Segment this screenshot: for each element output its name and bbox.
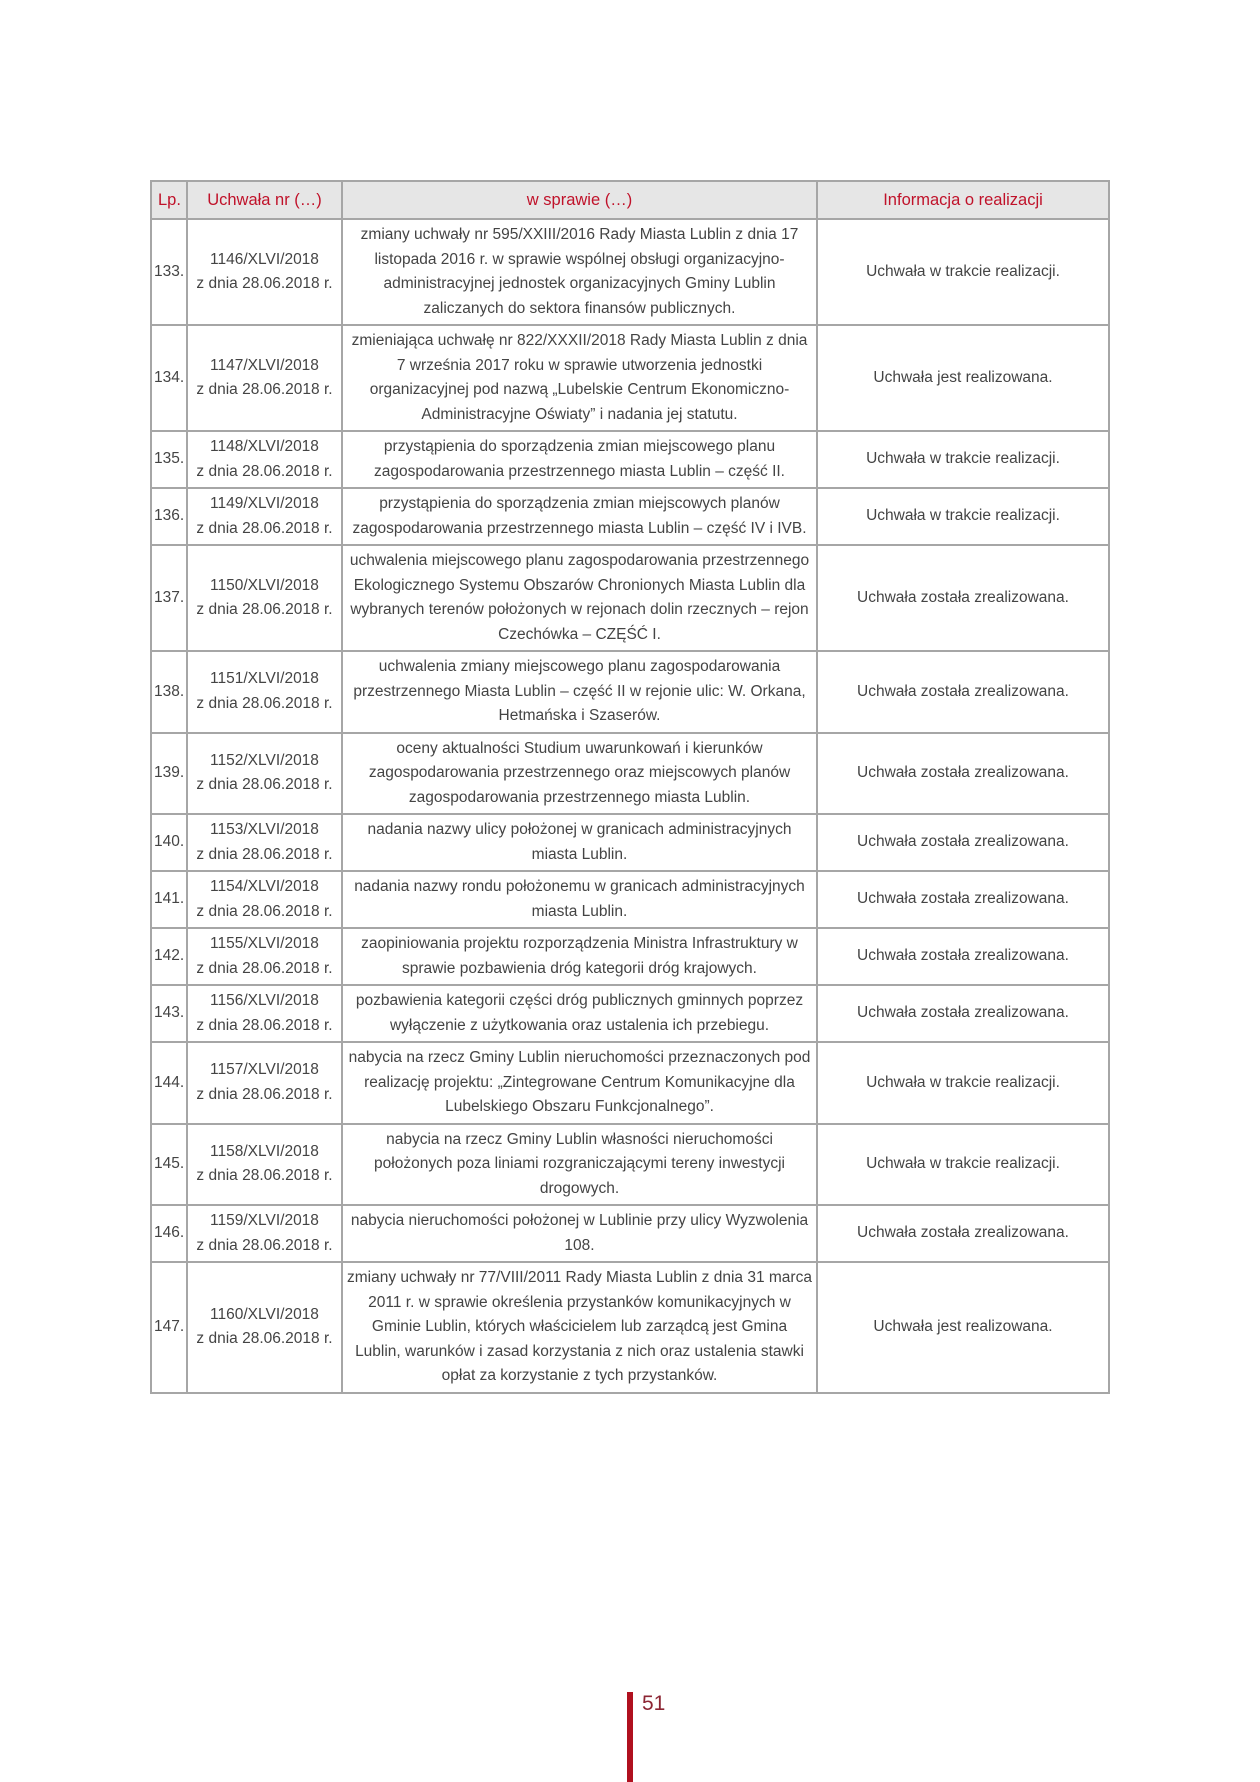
table-row xyxy=(151,1124,1109,1206)
resolution-date: z dnia 28.06.2018 r. xyxy=(196,519,333,537)
row-subject: przystąpienia do sporządzenia zmian miejscowych planów zagospodarowania przestrzennego miasta Lublin – część IV i IVB. xyxy=(342,488,817,545)
row-lp: 145. xyxy=(151,1124,187,1206)
row-implementation-status: Uchwała w trakcie realizacji. xyxy=(817,431,1109,488)
row-implementation-status: Uchwała została zrealizowana. xyxy=(817,1205,1109,1262)
resolution-id: 1151/XLVI/2018 xyxy=(210,670,319,688)
table-row xyxy=(151,985,1109,1042)
row-implementation-status: Uchwała została zrealizowana. xyxy=(817,871,1109,928)
resolution-id: 1160/XLVI/2018 xyxy=(210,1305,319,1323)
row-lp: 141. xyxy=(151,871,187,928)
row-lp: 137. xyxy=(151,545,187,651)
row-subject: nadania nazwy rondu położonemu w granicach administracyjnych miasta Lublin. xyxy=(342,871,817,928)
row-lp: 140. xyxy=(151,814,187,871)
page-number: 51 xyxy=(642,1692,666,1715)
resolution-date: z dnia 28.06.2018 r. xyxy=(196,959,333,977)
row-implementation-status: Uchwała w trakcie realizacji. xyxy=(817,488,1109,545)
row-resolution-number xyxy=(187,928,342,985)
row-implementation-status: Uchwała została zrealizowana. xyxy=(817,985,1109,1042)
row-resolution-number xyxy=(187,1124,342,1206)
resolution-date: z dnia 28.06.2018 r. xyxy=(196,1330,333,1348)
row-subject: nabycia nieruchomości położonej w Lublinie przy ulicy Wyzwolenia 108. xyxy=(342,1205,817,1262)
row-subject: uchwalenia zmiany miejscowego planu zagospodarowania przestrzennego Miasta Lublin – część II w rejonie ulic: W. Orkana, Hetmańska i Szaserów. xyxy=(342,651,817,733)
table-row xyxy=(151,871,1109,928)
table-body xyxy=(151,219,1109,1393)
row-lp: 135. xyxy=(151,431,187,488)
table-row xyxy=(151,928,1109,985)
table-row xyxy=(151,1262,1109,1393)
resolution-date: z dnia 28.06.2018 r. xyxy=(196,381,333,398)
row-lp: 147. xyxy=(151,1262,187,1393)
row-lp: 146. xyxy=(151,1205,187,1262)
row-implementation-status: Uchwała w trakcie realizacji. xyxy=(817,1042,1109,1124)
resolution-id: 1147/XLVI/2018 xyxy=(210,356,319,374)
row-implementation-status: Uchwała została zrealizowana. xyxy=(817,651,1109,733)
resolution-date: z dnia 28.06.2018 r. xyxy=(196,462,333,480)
row-resolution-number xyxy=(187,651,342,733)
row-lp: 142. xyxy=(151,928,187,985)
row-resolution-number xyxy=(187,431,342,488)
resolution-id: 1149/XLVI/2018 xyxy=(210,495,319,512)
row-subject: pozbawienia kategorii części dróg publicznych gminnych poprzez wyłączenie z użytkowania oraz ustalenia ich przebiegu. xyxy=(342,985,817,1042)
row-subject: nabycia na rzecz Gminy Lublin nieruchomości przeznaczonych pod realizację projektu: „Zintegrowane Centrum Komunikacyjne dla Lubelskiego Obszaru Funkcjonalnego”. xyxy=(342,1042,817,1124)
row-lp: 133. xyxy=(151,219,187,325)
row-resolution-number xyxy=(187,1042,342,1124)
resolution-id: 1157/XLVI/2018 xyxy=(210,1061,319,1079)
table-row xyxy=(151,733,1109,815)
table-row xyxy=(151,219,1109,325)
row-resolution-number xyxy=(187,325,342,431)
table-header-row xyxy=(151,181,1109,219)
resolution-id: 1155/XLVI/2018 xyxy=(210,935,319,952)
resolution-date: z dnia 28.06.2018 r. xyxy=(196,1167,333,1185)
row-implementation-status: Uchwała została zrealizowana. xyxy=(817,545,1109,651)
row-implementation-status: Uchwała w trakcie realizacji. xyxy=(817,219,1109,325)
table-row xyxy=(151,545,1109,651)
resolution-date: z dnia 28.06.2018 r. xyxy=(196,694,333,712)
row-subject: oceny aktualności Studium uwarunkowań i kierunków zagospodarowania przestrzennego oraz miejscowych planów zagospodarowania przestrzennego miasta Lublin. xyxy=(342,733,817,815)
resolution-date: z dnia 28.06.2018 r. xyxy=(196,601,333,618)
resolution-date: z dnia 28.06.2018 r. xyxy=(196,845,333,863)
row-implementation-status: Uchwała została zrealizowana. xyxy=(817,928,1109,985)
table-row xyxy=(151,651,1109,733)
row-subject: zmieniająca uchwałę nr 822/XXXII/2018 Rady Miasta Lublin z dnia 7 września 2017 roku w sprawie utworzenia jednostki organizacyjnej pod nazwą „Lubelskie Centrum Ekonomiczno-Administracyjne Oświaty” i nadania jej statutu. xyxy=(342,325,817,431)
resolution-id: 1156/XLVI/2018 xyxy=(210,992,319,1009)
row-implementation-status: Uchwała w trakcie realizacji. xyxy=(817,1124,1109,1206)
resolution-id: 1146/XLVI/2018 xyxy=(210,250,319,268)
row-implementation-status: Uchwała jest realizowana. xyxy=(817,1262,1109,1393)
row-resolution-number xyxy=(187,1262,342,1393)
row-lp: 136. xyxy=(151,488,187,545)
resolution-date: z dnia 28.06.2018 r. xyxy=(196,275,333,292)
resolution-id: 1148/XLVI/2018 xyxy=(210,438,319,455)
resolution-id: 1153/XLVI/2018 xyxy=(210,821,319,838)
row-subject: nabycia na rzecz Gminy Lublin własności nieruchomości położonych poza liniami rozgraniczającymi tereny inwestycji drogowych. xyxy=(342,1124,817,1206)
row-subject: zmiany uchwały nr 595/XXIII/2016 Rady Miasta Lublin z dnia 17 listopada 2016 r. w sprawie wspólnej obsługi organizacyjno-administracyjnej jednostek organizacyjnych Gminy Lublin zaliczanych do sektora finansów publicznych. xyxy=(342,219,817,325)
resolution-date: z dnia 28.06.2018 r. xyxy=(196,1085,333,1103)
row-resolution-number xyxy=(187,985,342,1042)
resolutions-table xyxy=(150,180,1110,1394)
row-implementation-status: Uchwała została zrealizowana. xyxy=(817,733,1109,815)
page-marker-bar xyxy=(627,1692,633,1782)
header-implementation-info: Informacja o realizacji xyxy=(817,181,1109,219)
resolution-id: 1150/XLVI/2018 xyxy=(210,576,319,594)
resolution-date: z dnia 28.06.2018 r. xyxy=(196,902,333,920)
resolution-id: 1154/XLVI/2018 xyxy=(210,878,319,895)
row-lp: 134. xyxy=(151,325,187,431)
table-row xyxy=(151,325,1109,431)
table-row xyxy=(151,431,1109,488)
row-resolution-number xyxy=(187,545,342,651)
header-subject: w sprawie (…) xyxy=(342,181,817,219)
header-lp: Lp. xyxy=(151,181,187,219)
row-lp: 143. xyxy=(151,985,187,1042)
row-lp: 139. xyxy=(151,733,187,815)
row-implementation-status: Uchwała jest realizowana. xyxy=(817,325,1109,431)
resolution-id: 1158/XLVI/2018 xyxy=(210,1142,319,1160)
resolution-id: 1159/XLVI/2018 xyxy=(210,1212,319,1229)
table-row xyxy=(151,488,1109,545)
row-lp: 144. xyxy=(151,1042,187,1124)
table-row xyxy=(151,814,1109,871)
row-resolution-number xyxy=(187,219,342,325)
row-subject: zaopiniowania projektu rozporządzenia Ministra Infrastruktury w sprawie pozbawienia dróg kategorii dróg krajowych. xyxy=(342,928,817,985)
table-row xyxy=(151,1205,1109,1262)
resolution-date: z dnia 28.06.2018 r. xyxy=(196,1236,333,1254)
row-subject: nadania nazwy ulicy położonej w granicach administracyjnych miasta Lublin. xyxy=(342,814,817,871)
row-subject: uchwalenia miejscowego planu zagospodarowania przestrzennego Ekologicznego Systemu Obszarów Chronionych Miasta Lublin dla wybranych terenów położonych w rejonach dolin rzecznych – rejon Czechówka – CZĘŚĆ I. xyxy=(342,545,817,651)
row-resolution-number xyxy=(187,733,342,815)
row-resolution-number xyxy=(187,488,342,545)
row-resolution-number xyxy=(187,871,342,928)
row-resolution-number xyxy=(187,1205,342,1262)
row-lp: 138. xyxy=(151,651,187,733)
table-row xyxy=(151,1042,1109,1124)
resolution-date: z dnia 28.06.2018 r. xyxy=(196,776,333,794)
header-resolution-number: Uchwała nr (…) xyxy=(187,181,342,219)
resolution-date: z dnia 28.06.2018 r. xyxy=(196,1016,333,1034)
row-resolution-number xyxy=(187,814,342,871)
row-implementation-status: Uchwała została zrealizowana. xyxy=(817,814,1109,871)
resolution-id: 1152/XLVI/2018 xyxy=(210,751,319,769)
row-subject: przystąpienia do sporządzenia zmian miejscowego planu zagospodarowania przestrzennego miasta Lublin – część II. xyxy=(342,431,817,488)
row-subject: zmiany uchwały nr 77/VIII/2011 Rady Miasta Lublin z dnia 31 marca 2011 r. w sprawie określenia przystanków komunikacyjnych w Gminie Lublin, których właścicielem lub zarządcą jest Gmina Lublin, warunków i zasad korzystania z nich oraz ustalenia stawki opłat za korzystanie z tych przystanków. xyxy=(342,1262,817,1393)
